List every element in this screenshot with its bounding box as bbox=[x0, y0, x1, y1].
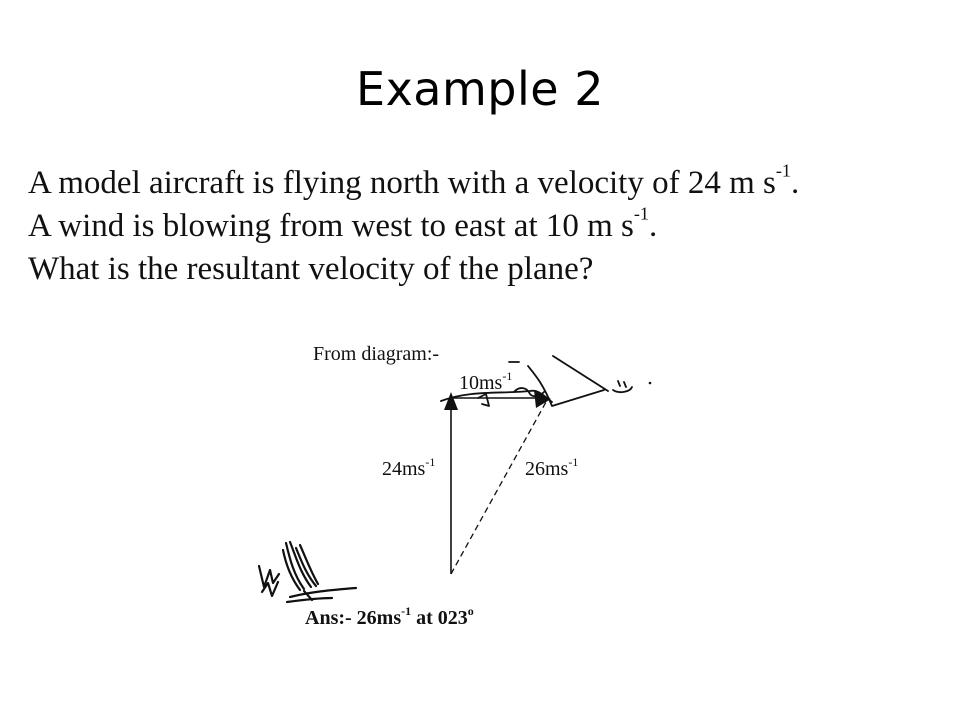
problem-line-1-unit-exponent: -1 bbox=[775, 160, 791, 181]
wind-vector-label-exponent: -1 bbox=[502, 369, 513, 383]
problem-line-2-unit-exponent: -1 bbox=[633, 203, 650, 224]
problem-line-1-end: . bbox=[790, 165, 800, 201]
slide-title: Example 2 bbox=[356, 62, 604, 116]
problem-line-1-text: A model aircraft is flying north with a velocity of 24 m s bbox=[28, 165, 776, 201]
resultant-vector-label bbox=[525, 455, 578, 480]
resultant-vector-line bbox=[451, 402, 546, 574]
wind-vector-label bbox=[459, 369, 512, 394]
answer-unit-exponent: -1 bbox=[401, 604, 412, 618]
problem-line-3: What is the resultant velocity of the plane? bbox=[28, 251, 594, 287]
diagram-heading: From diagram:- bbox=[313, 343, 440, 365]
answer-bearing: at 023 bbox=[411, 607, 468, 629]
resultant-vector-label-base: 26ms bbox=[525, 458, 569, 480]
answer-degree-symbol: o bbox=[467, 604, 474, 618]
problem-line-2-end: . bbox=[649, 208, 658, 244]
resultant-vector-label-exponent: -1 bbox=[568, 455, 579, 469]
answer-text bbox=[305, 604, 474, 629]
handwritten-scribble-bottom bbox=[259, 542, 356, 602]
problem-line-2-text: A wind is blowing from west to east at 10 m s bbox=[28, 208, 634, 244]
north-vector-arrowhead bbox=[444, 392, 458, 410]
wind-vector-label-base: 10ms bbox=[459, 372, 503, 394]
handwritten-dot bbox=[649, 382, 652, 385]
north-vector-label bbox=[382, 455, 435, 480]
north-vector-label-base: 24ms bbox=[382, 458, 426, 480]
north-vector-label-exponent: -1 bbox=[425, 455, 436, 469]
answer-prefix: Ans:- 26ms bbox=[305, 607, 402, 629]
